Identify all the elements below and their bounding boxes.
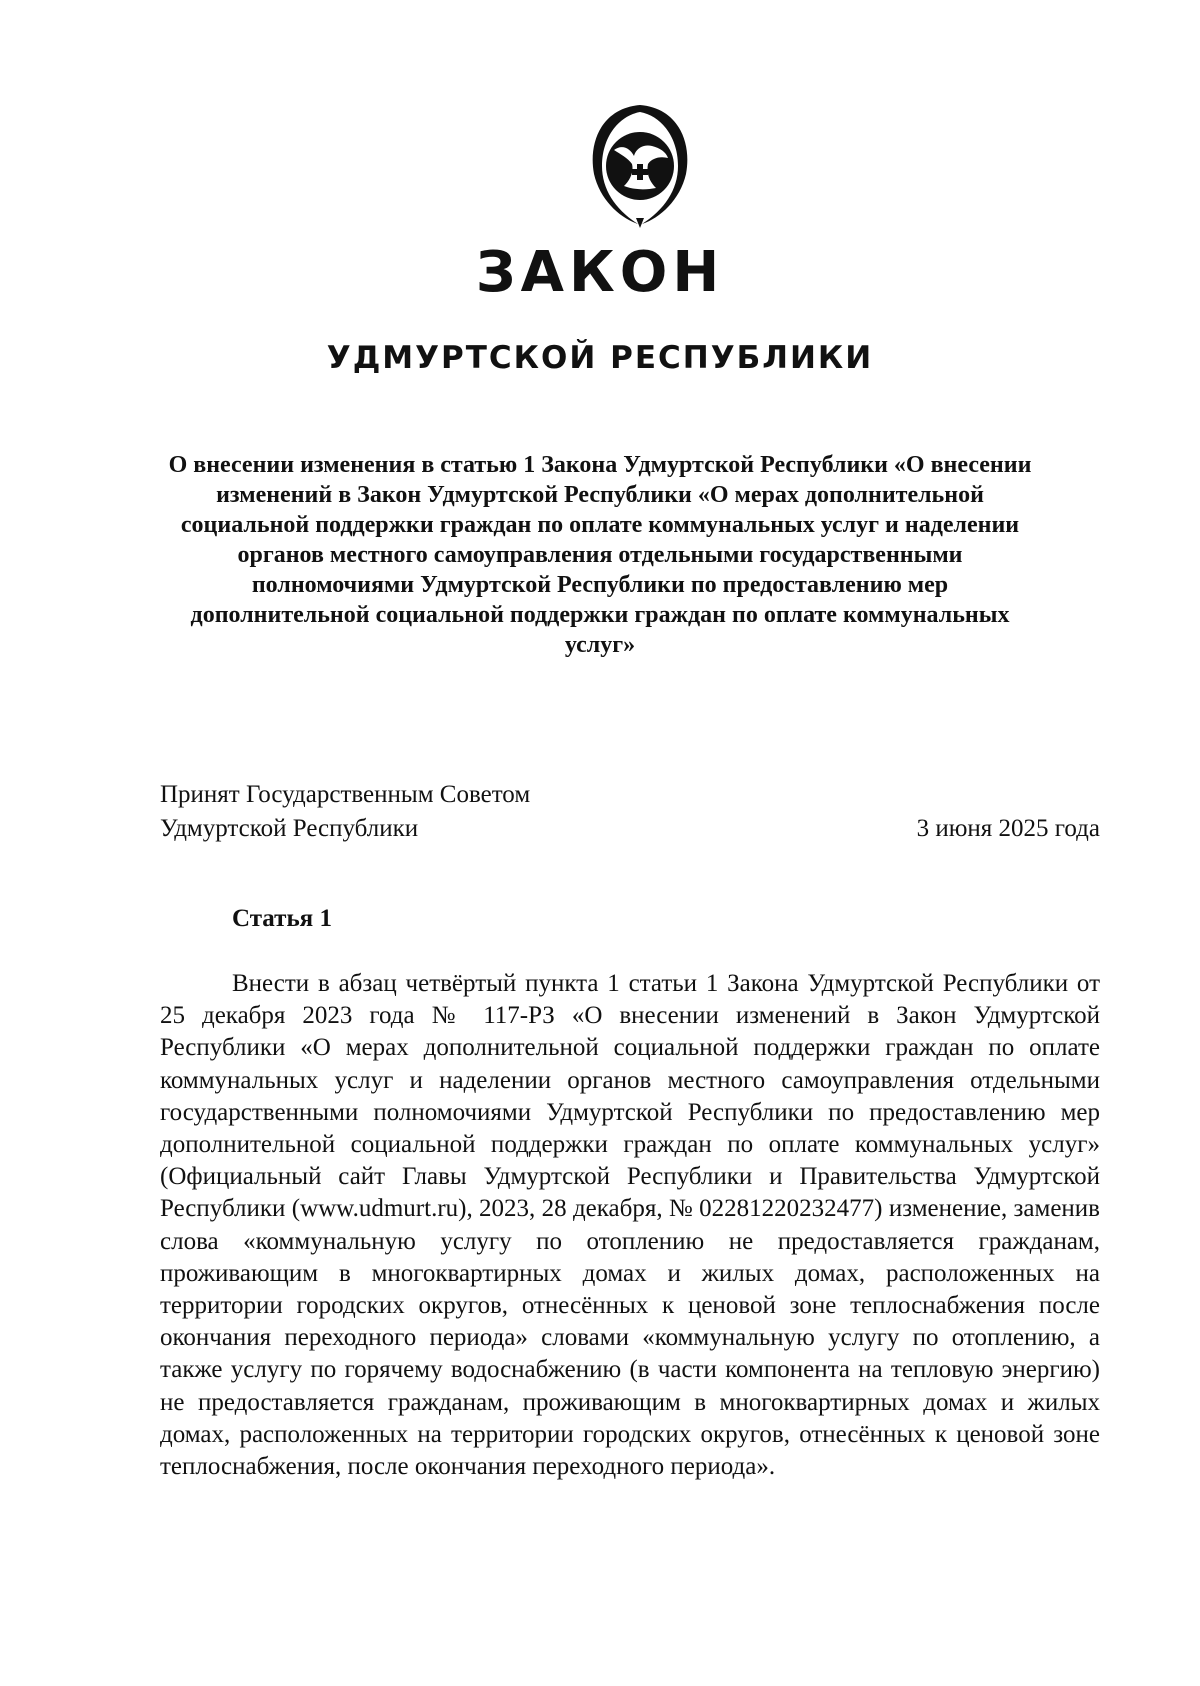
law-title: ЗАКОН [475, 240, 725, 305]
article-body: Внести в абзац четвёртый пункта 1 статьи 1 Закона Удмуртской Республики от 25 декабря 2023 года № 117-РЗ «О внесении изменений в Закон Удмуртской Республики «О мерах дополнительной социальной поддержки граждан по оплате коммунальных услуг и наделении органов местного самоуправления отдельными государственными полномочиями Удмуртской Республики по предоставлению мер дополнительной социальной поддержки граждан по оплате коммунальных услуг» (Официальный сайт Главы Удмуртской Республики и Правительства Удмуртской Республики (www.udmurt.ru), 2023, 28 декабря, № 02281220232477) изменение, заменив слова «коммунальную услугу по отоплению не предоставляется гражданам, проживающим в многоквартирных домах и жилых домах, расположенных на территории городских округов, отнесённых к ценовой зоне теплоснабжения после окончания переходного периода» словами «коммунальную услугу по отоплению, а также услугу по горячему водоснабжению (в части компонента на тепловую энергию) не предоставляется гражданам, проживающим в многоквартирных домах и жилых домах, расположенных на территории городских округов, отнесённых к ценовой зоне теплоснабжения, после окончания переходного периода». [160, 970, 1100, 1481]
udmurt-emblem-icon [580, 100, 700, 230]
adoption-date: 3 июня 2025 года [916, 815, 1100, 842]
adoption-block [160, 778, 530, 846]
article-heading: Статья 1 [232, 905, 332, 932]
adoption-line-1: Принят Государственным Советом [160, 781, 531, 808]
law-subtitle: УДМУРТСКОЙ РЕСПУБЛИКИ [326, 340, 874, 376]
adoption-line-2: Удмуртской Республики [160, 815, 419, 842]
document-name: О внесении изменения в статью 1 Закона Удмуртской Республики «О внесении изменений в Закон Удмуртской Республики «О мерах дополнительной социальной поддержки граждан по оплате коммунальных услуг и наделении органов местного самоуправления отдельными государственными полномочиями Удмуртской Республики по предоставлению мер дополнительной социальной поддержки граждан по оплате коммунальных услуг» [168, 452, 1032, 658]
